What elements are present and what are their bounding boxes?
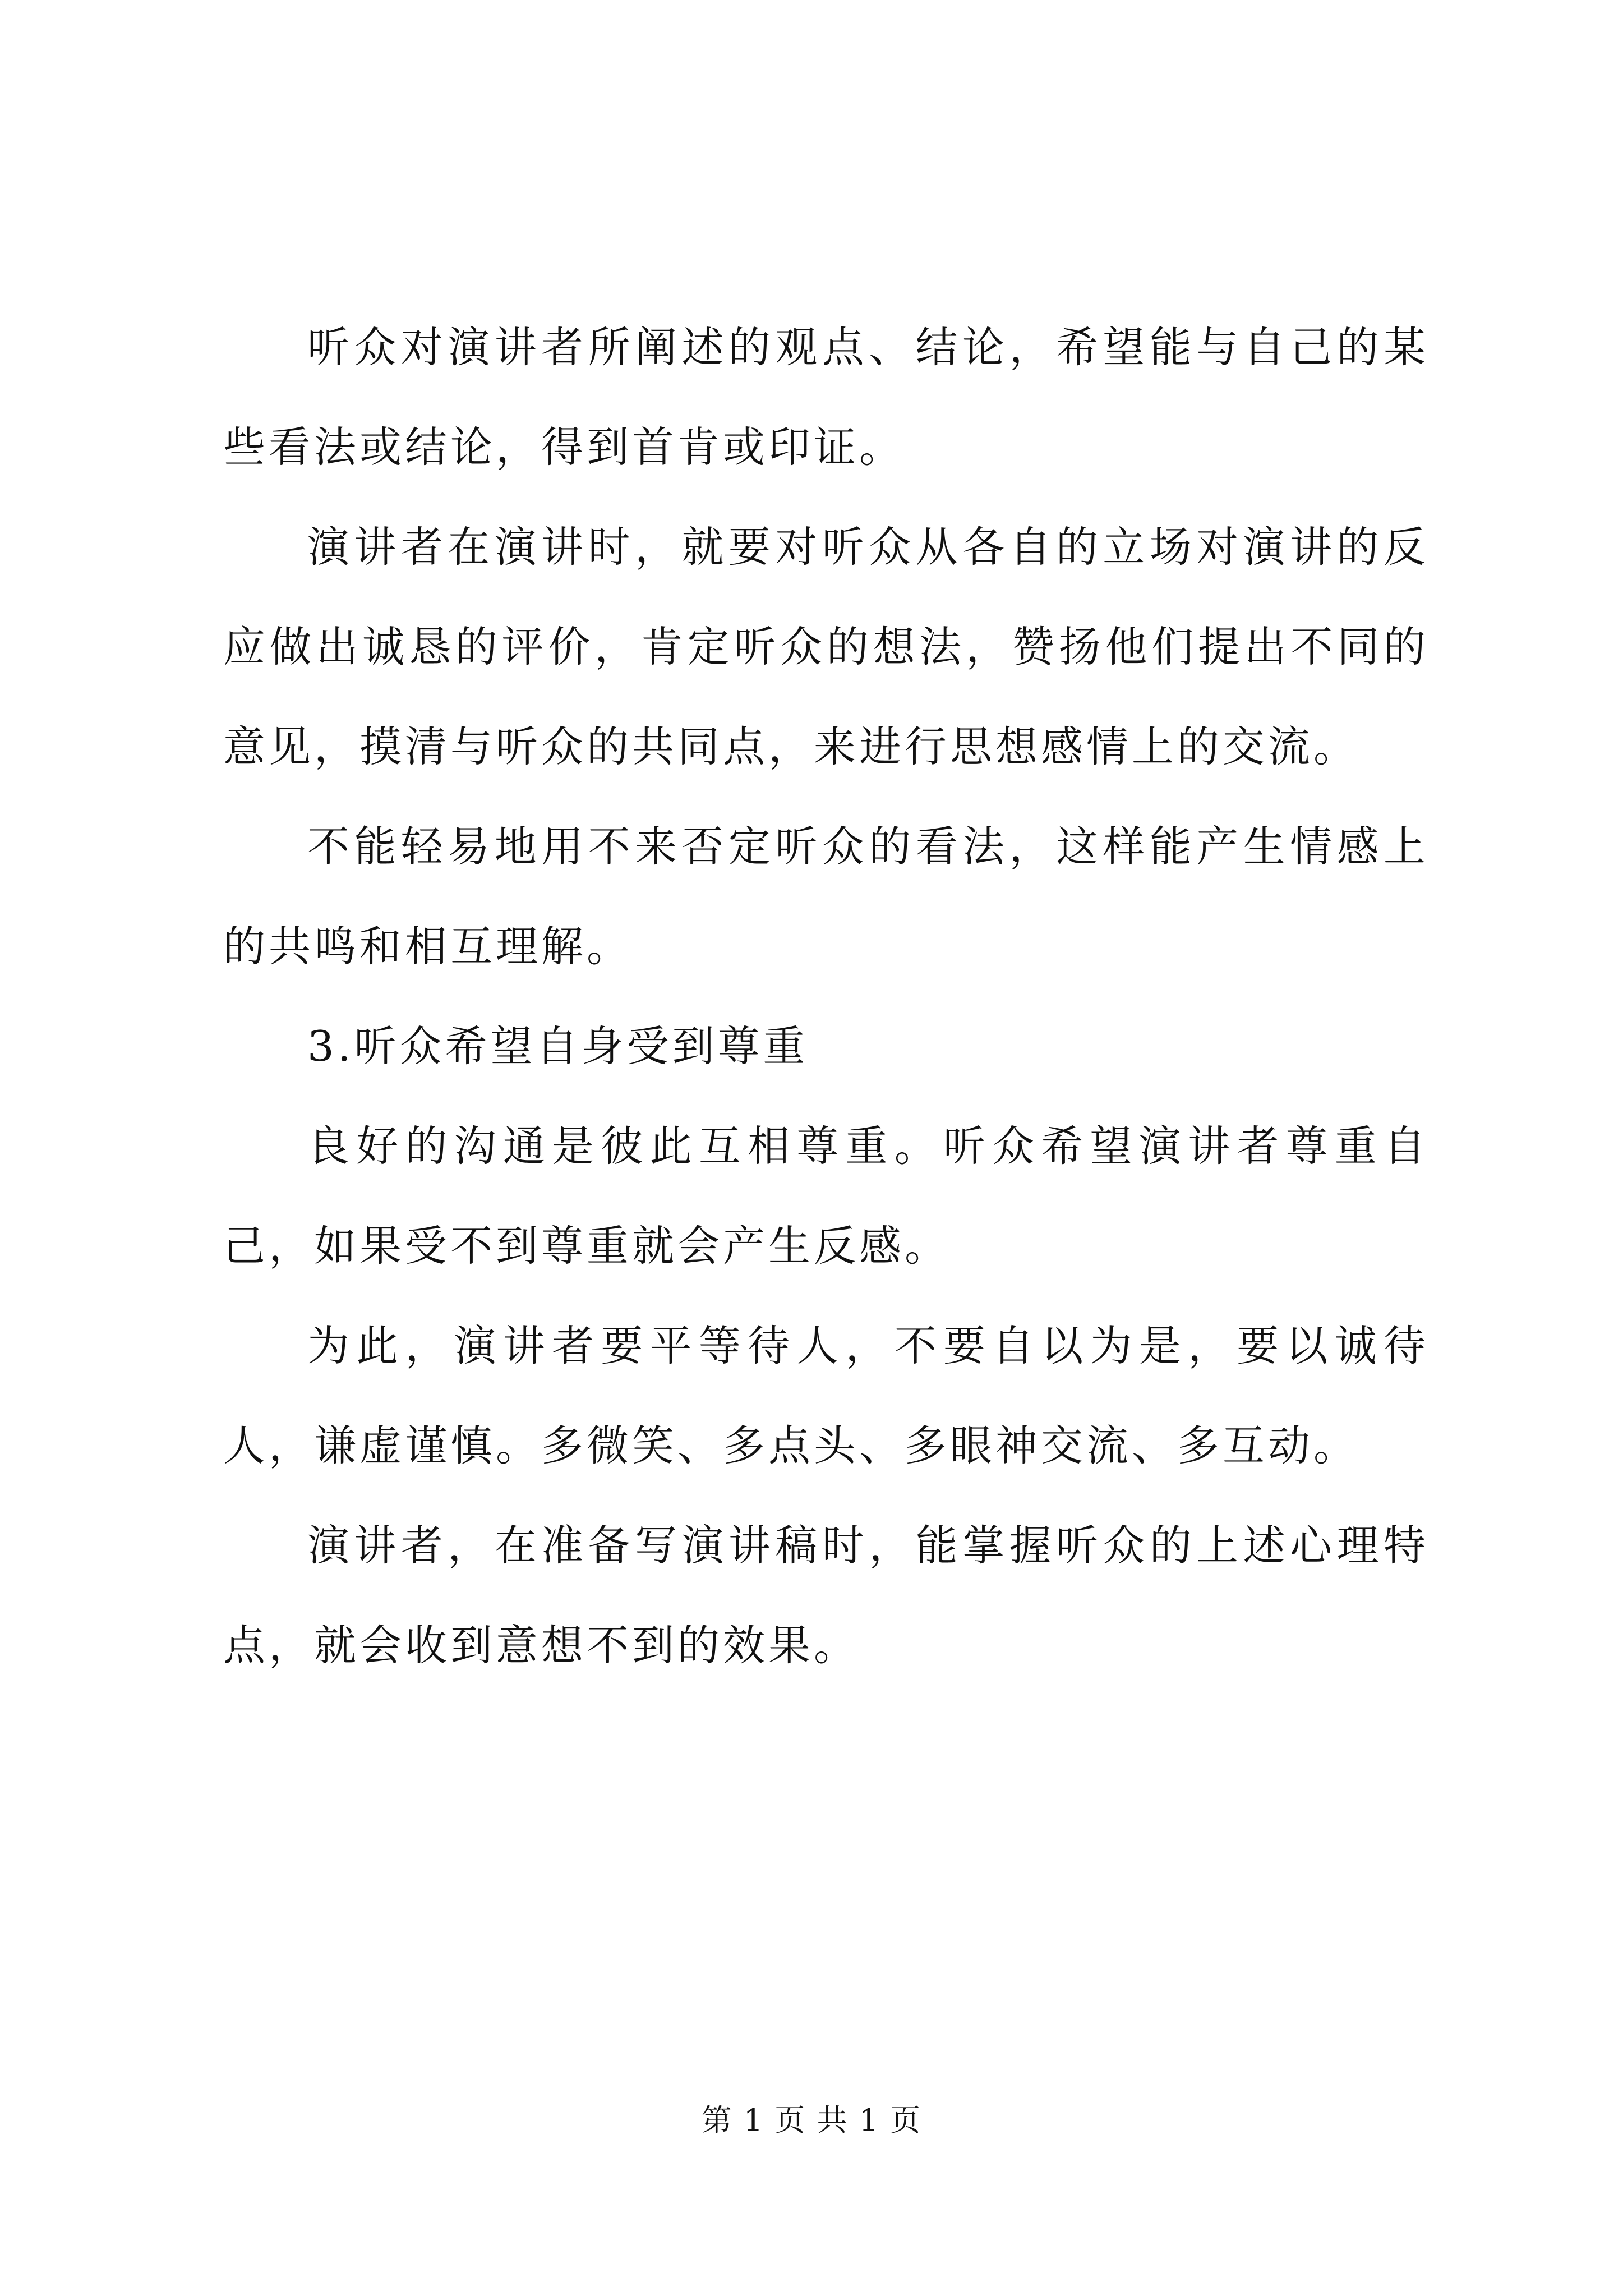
paragraph-mutual-respect: 良好的沟通是彼此互相尊重。听众希望演讲者尊重自己，如果受不到尊重就会产生反感。 <box>223 1121 1429 1271</box>
paragraph-conclusion: 演讲者，在准备写演讲稿时，能掌握听众的上述心理特点，就会收到意想不到的效果。 <box>223 1521 1429 1670</box>
document-body <box>223 297 1429 1695</box>
page-footer: 第 1 页 共 1 页 <box>701 2102 922 2138</box>
paragraph-avoid-negation: 不能轻易地用不来否定听众的看法，这样能产生情感上的共鸣和相互理解。 <box>223 822 1429 971</box>
section-heading-respect: 3.听众希望自身受到尊重 <box>307 1022 809 1071</box>
paragraph-speaker-evaluation: 演讲者在演讲时，就要对听众从各自的立场对演讲的反应做出诚恳的评价，肯定听众的想法，赞扬他们提出不同的意见，摸清与听众的共同点，来进行思想感情上的交流。 <box>223 522 1429 771</box>
paragraph-audience-agreement: 听众对演讲者所阐述的观点、结论，希望能与自己的某些看法或结论，得到首肯或印证。 <box>223 323 1429 472</box>
paragraph-treat-equally: 为此，演讲者要平等待人，不要自以为是，要以诚待人，谦虚谨慎。多微笑、多点头、多眼神交流、多互动。 <box>223 1321 1429 1470</box>
